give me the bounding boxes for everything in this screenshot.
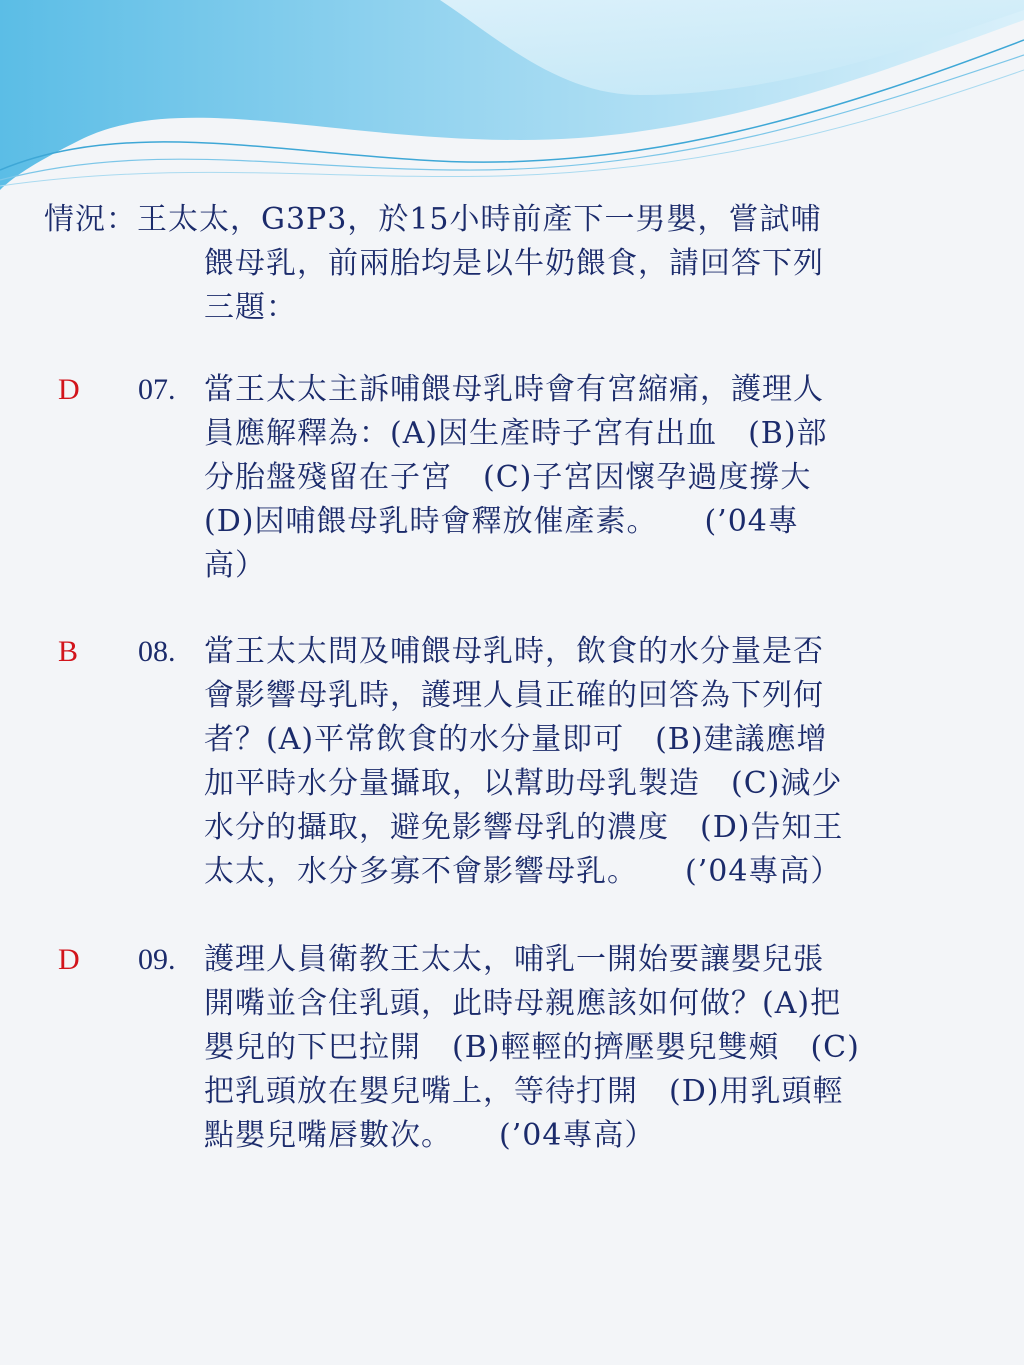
intro-line: 三題：	[204, 290, 297, 325]
question-number: 09.	[138, 943, 176, 976]
intro-line: 情況：王太太，G3P3，於15小時前產下一男嬰，嘗試哺	[44, 202, 822, 237]
question-text-line: 嬰兒的下巴拉開 (B)輕輕的擠壓嬰兒雙頰 (C)	[204, 1030, 860, 1065]
question-text-line: 把乳頭放在嬰兒嘴上，等待打開 (D)用乳頭輕	[204, 1074, 844, 1109]
question-number: 07.	[138, 373, 176, 406]
question-text-line: 分胎盤殘留在子宮 (C)子宮因懷孕過度撐大	[204, 460, 812, 495]
question-number: 08.	[138, 635, 176, 668]
question-text-line: 當王太太問及哺餵母乳時，飲食的水分量是否	[204, 634, 824, 669]
answer-letter: B	[58, 635, 79, 668]
question-text-line: 當王太太主訴哺餵母乳時會有宮縮痛，護理人	[204, 372, 824, 407]
question-text-line: 會影響母乳時，護理人員正確的回答為下列何	[204, 678, 824, 713]
question-text-line: 太太，水分多寡不會影響母乳。 (’04專高）	[204, 854, 842, 889]
question-text-line: 開嘴並含住乳頭，此時母親應該如何做？(A)把	[204, 986, 842, 1021]
question-text-line: (D)因哺餵母乳時會釋放催產素。 (’04專	[204, 504, 799, 539]
question-text-line: 高）	[204, 548, 266, 583]
answer-letter: D	[58, 373, 80, 406]
question-text-line: 護理人員衛教王太太，哺乳一開始要讓嬰兒張	[204, 942, 824, 977]
question-text-line: 加平時水分量攝取，以幫助母乳製造 (C)減少	[204, 766, 843, 801]
question-text-line: 點嬰兒嘴唇數次。 (’04專高）	[204, 1118, 656, 1153]
question-text-line: 員應解釋為：(A)因生產時子宮有出血 (B)部	[204, 416, 828, 451]
question-text-line: 水分的攝取，避免影響母乳的濃度 (D)告知王	[204, 810, 844, 845]
answer-letter: D	[58, 943, 80, 976]
question-text-line: 者？(A)平常飲食的水分量即可 (B)建議應增	[204, 722, 828, 757]
intro-line: 餵母乳，前兩胎均是以牛奶餵食，請回答下列	[204, 246, 824, 281]
